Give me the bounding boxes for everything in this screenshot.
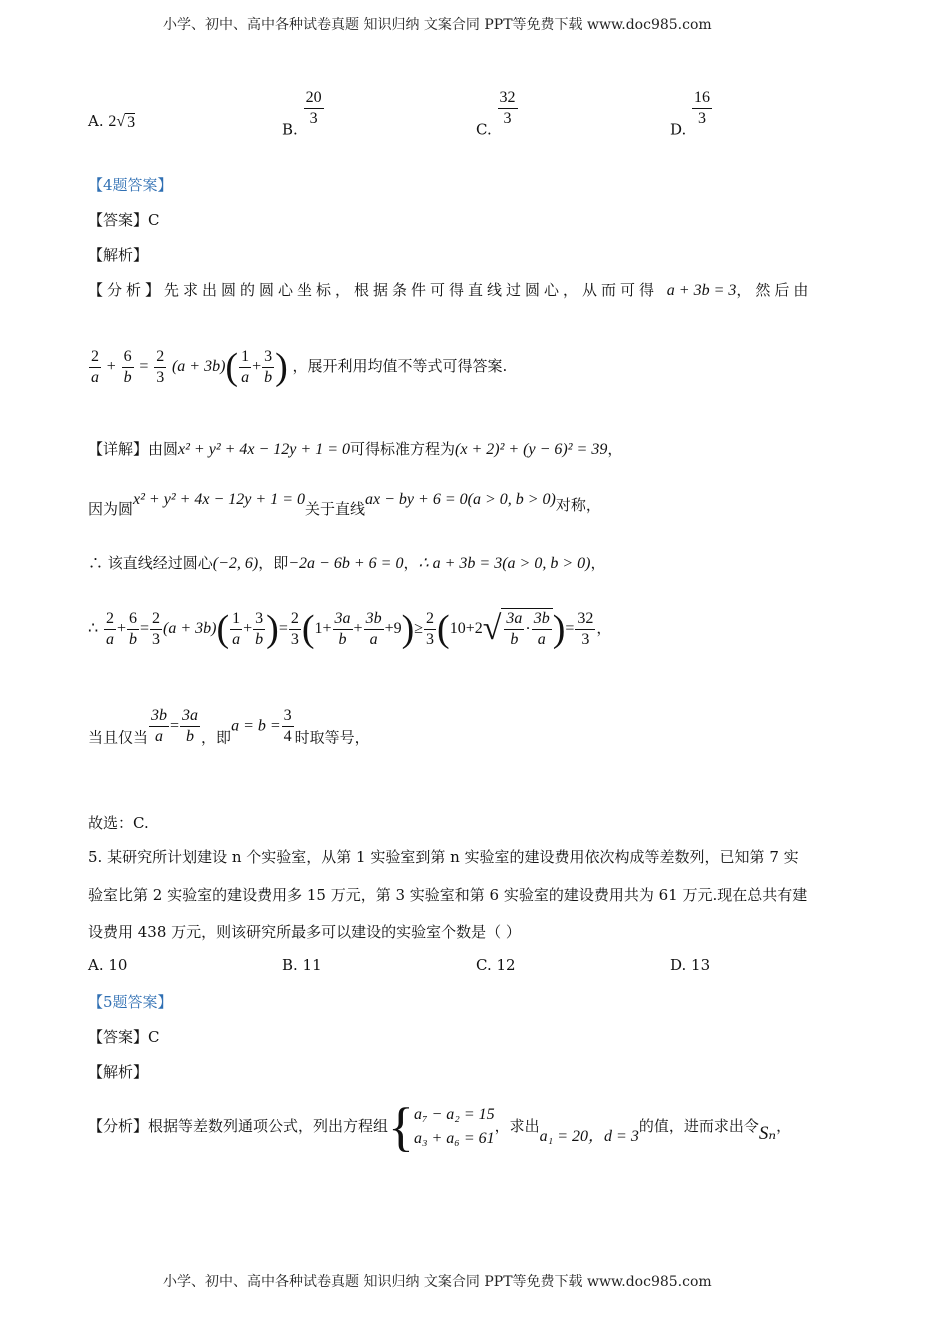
solution-values: a₁ = 20，d = 3 bbox=[539, 1128, 639, 1145]
analysis-text: ，然后由 bbox=[736, 281, 813, 299]
q5-answer: 【答案】C bbox=[88, 1028, 160, 1046]
q5-section-title: 【5题答案】 bbox=[88, 993, 173, 1011]
fraction: $\frac{6}{b}$ bbox=[123, 347, 132, 386]
fraction: $\frac{3}{4}$ bbox=[283, 707, 292, 745]
q4-option-d bbox=[670, 88, 713, 139]
q4-option-a bbox=[88, 112, 135, 132]
q4-choose: 故选：C. bbox=[88, 814, 149, 832]
analysis-text: ， bbox=[776, 1117, 792, 1135]
q5-stem-line-3: 设费用 438 万元，则该研究所最多可以建设的实验室个数是（ ） bbox=[88, 923, 521, 941]
option-label: D. bbox=[670, 120, 687, 139]
fraction: $\frac{3b}{a}$ bbox=[151, 707, 168, 745]
fraction: $\frac{2}{3}$ bbox=[152, 609, 161, 648]
q4-center-line bbox=[88, 552, 606, 573]
option-c-fraction: $\frac{32}{3}$ bbox=[499, 89, 516, 127]
fraction: $\frac{2}{3}$ bbox=[156, 347, 165, 386]
page-footer: 小学、初中、高中各种试卷真题 知识归纳 文案合同 PPT等免费下载 www.doc985.com bbox=[163, 1274, 712, 1290]
q4-jiexi: 【解析】 bbox=[88, 246, 149, 264]
q5-option-d: D. 13 bbox=[670, 956, 711, 974]
center-equation: −2a − 6b + 6 = 0 bbox=[288, 555, 404, 572]
detail-text: ， bbox=[607, 440, 623, 458]
detail-text: 当且仅当 bbox=[88, 728, 149, 747]
fraction: $\frac{2}{3}$ bbox=[290, 609, 299, 648]
q5-stem-line-2: 验室比第 2 实验室的建设费用多 15 万元，第 3 实验室和第 6 实验室的建设费用共为 61 万元.现在总共有建 bbox=[88, 886, 808, 904]
fraction: $\frac{2}{a}$ bbox=[105, 609, 114, 648]
option-label: C. bbox=[476, 120, 492, 139]
fraction: $\frac{3a}{b}$ bbox=[182, 707, 199, 745]
q4-inequality: ∴ $\frac{2}{a}$ + $\frac{6}{b}$ = $\frac{2}{3}$ (a + 3b)( $\frac{1}{a}$ + $\frac{3}{b}$ )= $\frac{2}{3}$ (1+ $\frac{3a}{b}$ + $\frac{3b}{a}$ +9)≥ $\frac{2}{3}$ (10+2√ $\frac{3a}{b}$ · $\frac{3b}{a}$ )= $\frac{32}{3}$ ， bbox=[88, 608, 612, 650]
sqrt-sign: √ bbox=[116, 113, 126, 130]
q4-detail-line bbox=[88, 438, 622, 459]
q4-equality-condition: 当且仅当 $\frac{3b}{a}$ = $\frac{3a}{b}$ ，即a = b = $\frac{3}{4}$ 时取等号， bbox=[88, 707, 370, 747]
equation-system bbox=[414, 1103, 495, 1151]
fraction: $\frac{32}{3}$ bbox=[577, 609, 594, 648]
circle-equation: x² + y² + 4x − 12y + 1 = 0 bbox=[133, 491, 305, 508]
fraction: $\frac{3}{b}$ bbox=[255, 609, 264, 648]
system-equation-1: a₇ − a₂ = 15 bbox=[413, 1106, 495, 1123]
detail-text: 【详解】由圆 bbox=[88, 440, 179, 458]
circle-equation: x² + y² + 4x − 12y + 1 = 0 bbox=[178, 441, 350, 458]
detail-text: 因为圆 bbox=[88, 500, 134, 518]
fraction: $\frac{6}{b}$ bbox=[129, 609, 137, 648]
detail-text: ， bbox=[590, 554, 606, 572]
sum-symbol: Sₙ bbox=[758, 1123, 777, 1144]
system-equation-2: a₃ + a₆ = 61 bbox=[413, 1130, 495, 1147]
center-coordinates: (−2, 6) bbox=[212, 555, 259, 572]
fraction: $\frac{2}{3}$ bbox=[426, 609, 435, 648]
analysis-text: ，展开利用均值不等式可得答案. bbox=[292, 357, 508, 375]
q5-option-a: A. 10 bbox=[88, 956, 128, 974]
option-label: B. bbox=[282, 120, 298, 139]
q4-analysis-formula: $\frac{2}{a}$ + $\frac{6}{b}$ = $\frac{2}{3}$ (a + 3b)( $\frac{1}{a}$ + $\frac{3}{b}$ ) ，展开利用均值不等式可得答案. bbox=[91, 346, 508, 388]
constraint-equation: ∴ a + 3b = 3(a > 0, b > 0) bbox=[418, 555, 591, 572]
q4-section-title: 【4题答案】 bbox=[88, 176, 173, 194]
analysis-text: 【分析】根据等差数列通项公式，列出方程组 bbox=[88, 1117, 389, 1135]
option-label: A. bbox=[88, 112, 104, 130]
line-equation: ax − by + 6 = 0(a > 0, b > 0) bbox=[365, 491, 556, 508]
q5-stem-line-1: 5. 某研究所计划建设 n 个实验室，从第 1 实验室到第 n 实验室的建设费用依次构成等差数列，已知第 7 实 bbox=[88, 848, 799, 866]
fraction: $\frac{1}{a}$ bbox=[232, 609, 241, 648]
system-brace: { bbox=[388, 1097, 414, 1157]
fraction: $\frac{3b}{a}$ bbox=[365, 609, 382, 648]
fraction: $\frac{2}{a}$ bbox=[91, 347, 99, 386]
detail-text: 时取等号， bbox=[294, 728, 370, 747]
page-header: 小学、初中、高中各种试卷真题 知识归纳 文案合同 PPT等免费下载 www.doc985.com bbox=[163, 17, 712, 33]
option-b-fraction: $\frac{20}{3}$ bbox=[305, 89, 322, 127]
detail-text: 关于直线 bbox=[305, 500, 366, 518]
option-d-fraction: $\frac{16}{3}$ bbox=[694, 89, 711, 127]
q4-answer: 【答案】C bbox=[88, 211, 160, 229]
fraction: $\frac{3}{b}$ bbox=[264, 347, 273, 386]
q4-option-c bbox=[476, 88, 519, 139]
detail-text: 可得标准方程为 bbox=[350, 440, 456, 458]
q5-jiexi: 【解析】 bbox=[88, 1063, 149, 1081]
q5-option-c: C. 12 bbox=[476, 956, 516, 974]
standard-equation: (x + 2)² + (y − 6)² = 39 bbox=[455, 441, 608, 458]
detail-text: 对称， bbox=[555, 496, 601, 514]
q4-option-b bbox=[282, 88, 325, 139]
fraction: $\frac{1}{a}$ bbox=[241, 347, 250, 386]
analysis-text: 的值，进而求出令 bbox=[638, 1117, 759, 1135]
option-a-radicand: 3 bbox=[127, 113, 136, 131]
analysis-text: ，求出 bbox=[494, 1117, 540, 1135]
q4-analysis-line bbox=[88, 279, 812, 300]
sqrt-term: $\frac{3a}{b}$ · $\frac{3b}{a}$ bbox=[501, 608, 552, 650]
detail-text: ， bbox=[403, 554, 419, 572]
q4-symmetry-line bbox=[88, 490, 601, 519]
detail-text: ，即 bbox=[201, 728, 232, 747]
q5-analysis-line bbox=[88, 1096, 791, 1158]
fraction: $\frac{3a}{b}$ bbox=[334, 609, 351, 648]
detail-text: ∴ 该直线经过圆心 bbox=[88, 554, 213, 572]
option-a-coef: 2 bbox=[108, 113, 117, 130]
q5-option-b: B. 11 bbox=[282, 956, 322, 974]
analysis-text: 【分析】先求出圆的圆心坐标，根据条件可得直线过圆心，从而可得 bbox=[88, 281, 659, 299]
analysis-equation: a + 3b = 3 bbox=[666, 282, 737, 299]
detail-text: ，即 bbox=[258, 554, 289, 572]
